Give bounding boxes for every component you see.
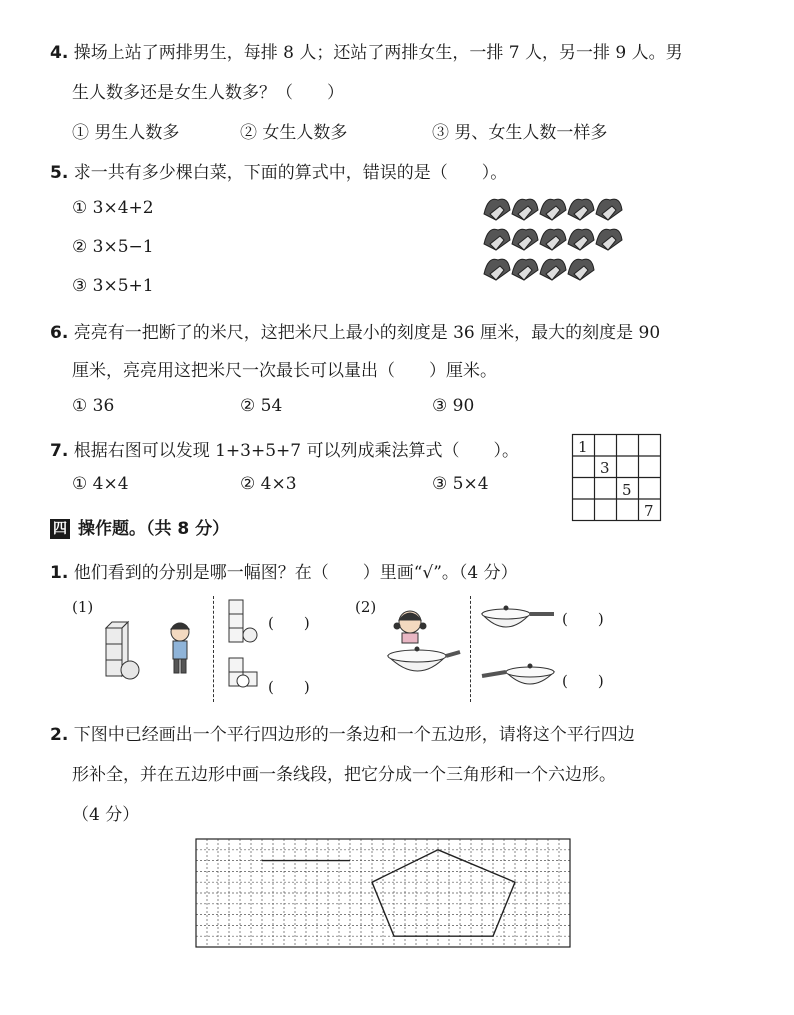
- p2-text-line1: 下图中已经画出一个平行四边形的一条边和一个五边形，请将这个平行四边: [73, 725, 635, 745]
- cabbage-icon: [540, 229, 566, 250]
- grid-number-7: 7: [644, 502, 654, 520]
- q7-text: 根据右图可以发现 1+3+5+7 可以列成乘法算式（ ）。: [73, 441, 520, 461]
- q5-text: 求一共有多少棵白菜，下面的算式中，错误的是（ ）。: [73, 163, 508, 183]
- q7-option-2: ② 4×3: [240, 474, 297, 494]
- cabbage-icon: [540, 199, 566, 220]
- cabbage-icon: [540, 259, 566, 280]
- p1-answer-paren-1[interactable]: ( ): [268, 614, 310, 632]
- section-4-title: 操作题。（共 8 分）: [78, 519, 230, 539]
- q6-text-line1: 亮亮有一把断了的米尺，这把米尺上最小的刻度是 36 厘米，最大的刻度是 90: [73, 323, 661, 343]
- p2-line1: [50, 720, 635, 745]
- p1-divider-1: [213, 596, 214, 702]
- q7-option-3: ③ 5×4: [432, 474, 489, 494]
- cabbage-icon: [484, 229, 510, 250]
- q7-line: [50, 436, 519, 461]
- cabbage-icon: [568, 199, 594, 220]
- q4-text-line2: 生人数多还是女生人数多？（ ）: [72, 83, 344, 103]
- q7-number: 7.: [50, 441, 69, 461]
- p1-text: 他们看到的分别是哪一幅图？在（ ）里画“√”。（4 分）: [73, 563, 518, 583]
- cubes-and-boy-image: [100, 614, 200, 686]
- q6-option-3: ③ 90: [432, 396, 475, 416]
- p2-number: 2.: [50, 725, 69, 745]
- cabbage-icon: [596, 229, 622, 250]
- p1-part1-label: (1): [72, 598, 94, 616]
- q5-line: [50, 158, 507, 183]
- p1-answer-paren-2[interactable]: ( ): [268, 678, 310, 696]
- cabbage-icon: [512, 259, 538, 280]
- q7-option-1: ① 4×4: [72, 474, 129, 494]
- pan-view-option-b-image: [478, 656, 558, 694]
- q4-option-1: ① 男生人数多: [72, 123, 180, 143]
- q6-text-line2: 厘米，亮亮用这把米尺一次最长可以量出（ ）厘米。: [72, 361, 497, 381]
- q4-line1: [50, 38, 683, 63]
- p1-divider-2: [470, 596, 471, 702]
- grid-number-1: 1: [578, 438, 588, 456]
- q6-line1: [50, 318, 660, 343]
- cabbage-icon: [484, 199, 510, 220]
- section-4-badge: 四: [50, 519, 70, 539]
- p1-answer-paren-4[interactable]: ( ): [562, 672, 604, 690]
- q5-number: 5.: [50, 163, 69, 183]
- p1-number: 1.: [50, 563, 69, 583]
- cabbage-group-image: [480, 192, 630, 284]
- q5-option-1: ① 3×4+2: [72, 198, 154, 218]
- q5-option-2: ② 3×5−1: [72, 237, 154, 257]
- q6-option-2: ② 54: [240, 396, 283, 416]
- p1-answer-paren-3[interactable]: ( ): [562, 610, 604, 628]
- grid-number-5: 5: [622, 481, 632, 499]
- p1-line: [50, 558, 518, 583]
- p1-part2-label: (2): [355, 598, 377, 616]
- grid-number-3: 3: [600, 459, 610, 477]
- view-option-a-image: [225, 598, 265, 698]
- q4-text-line1: 操场上站了两排男生，每排 8 人；还站了两排女生，一排 7 人，另一排 9 人。男: [73, 43, 683, 63]
- q7-number-grid: [572, 434, 662, 522]
- q4-option-2: ② 女生人数多: [240, 123, 348, 143]
- girl-and-pan-image: [382, 604, 462, 684]
- q5-option-3: ③ 3×5+1: [72, 276, 154, 296]
- pan-view-option-a-image: [478, 600, 558, 638]
- q6-option-1: ① 36: [72, 396, 115, 416]
- cabbage-icon: [512, 229, 538, 250]
- cabbage-icon: [568, 259, 594, 280]
- q4-option-3: ③ 男、女生人数一样多: [432, 123, 608, 143]
- cabbage-icon: [512, 199, 538, 220]
- cabbage-icon: [568, 229, 594, 250]
- q6-number: 6.: [50, 323, 69, 343]
- section-4-heading: [50, 514, 229, 539]
- cabbage-icon: [484, 259, 510, 280]
- p2-text-line2: 形补全，并在五边形中画一条线段，把它分成一个三角形和一个六边形。: [72, 765, 616, 785]
- drawing-grid[interactable]: [195, 838, 571, 948]
- q4-number: 4.: [50, 43, 69, 63]
- cabbage-icon: [596, 199, 622, 220]
- p2-text-line3: （4 分）: [72, 805, 140, 825]
